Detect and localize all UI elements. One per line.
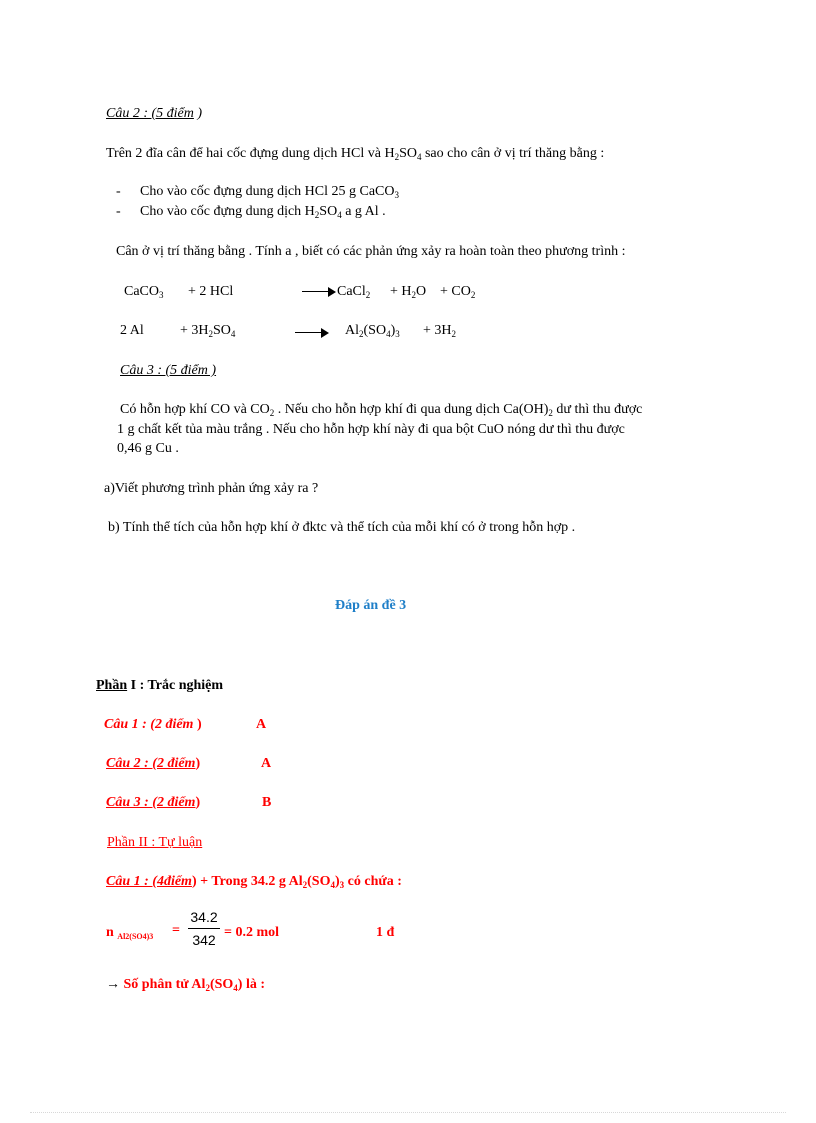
sub: 2 xyxy=(411,290,417,300)
formula: O xyxy=(416,284,427,299)
mc-label: Câu 1 : (2 điểm xyxy=(104,717,194,732)
essay-q1-text: ) + Trong 34.2 g Al xyxy=(191,874,303,889)
q3-text: . Nếu cho hỗn hợp khí đi qua dung dịch Ca(OH) xyxy=(274,402,549,417)
sub: 4 xyxy=(386,329,391,339)
mc-close: ) xyxy=(196,717,202,732)
q3-heading: Câu 3 : (5 điểm ) xyxy=(120,363,217,378)
sub: 2 xyxy=(548,408,553,418)
essay-q1-text: (SO xyxy=(307,874,331,889)
q3-part-a: a)Viết phương trình phản ứng xảy ra ? xyxy=(104,481,319,496)
score: 1 đ xyxy=(376,925,395,940)
eq2-product-2 xyxy=(423,322,456,340)
eq1-reactant-1 xyxy=(124,283,164,301)
mole-label xyxy=(106,924,153,942)
mc-label: Câu 2 : (2 điểm xyxy=(106,756,196,771)
sub: 4 xyxy=(337,210,342,220)
mole-fraction xyxy=(188,908,220,949)
formula: + 3H xyxy=(423,323,452,338)
formula: + H xyxy=(390,284,412,299)
right-arrow-icon: → xyxy=(106,977,120,992)
mc-answer-3 xyxy=(106,794,200,812)
eq1-product-3 xyxy=(440,283,475,301)
sub: 3 xyxy=(339,880,345,890)
sub: 2 xyxy=(451,329,457,339)
mc-close: ) xyxy=(195,756,201,771)
mc-close: ) xyxy=(195,795,201,810)
bullet-text: SO xyxy=(319,204,338,219)
q2-intro-text: Trên 2 đĩa cân để hai cốc đựng dung dịch HCl và H xyxy=(106,146,395,161)
formula: ) xyxy=(390,323,396,338)
sub: 2 xyxy=(302,880,308,890)
q2-heading xyxy=(106,105,202,123)
q3-text: dư thì thu được xyxy=(552,402,643,417)
sub: 3 xyxy=(395,329,400,339)
eq2-product-1 xyxy=(345,322,400,340)
q2-bullet-2-mark: - xyxy=(116,204,121,219)
fraction-denominator: 342 xyxy=(192,932,216,948)
mc-label: Câu 3 : (2 điểm xyxy=(106,795,196,810)
formula: CaCl xyxy=(337,284,366,299)
answer-title: Đáp án đề 3 xyxy=(335,598,407,613)
reaction-arrow-icon xyxy=(302,287,336,297)
formula: CaCO xyxy=(124,284,159,299)
eq2-reactant-2 xyxy=(180,322,235,340)
mc-answer-2 xyxy=(106,755,200,773)
q2-heading-label: Câu 2 : (5 điểm xyxy=(106,106,194,121)
part1-rest: I : Trắc nghiệm xyxy=(127,678,224,693)
q2-bullet-2 xyxy=(140,203,386,221)
fraction-numerator: 34.2 xyxy=(190,909,218,925)
fraction-bar xyxy=(188,928,220,929)
eq2-reactant-1: 2 Al xyxy=(120,323,144,338)
eq1-arrow xyxy=(302,283,336,301)
mole-result: = 0.2 mol xyxy=(224,925,280,940)
part1-label: Phần xyxy=(96,678,128,693)
part1-heading xyxy=(96,677,223,695)
part2-heading: Phần II : Tự luận xyxy=(107,835,203,850)
sub: 2 xyxy=(359,329,364,339)
mole-equals: = xyxy=(172,923,180,938)
q3-part-b: b) Tính thể tích của hỗn hợp khí ở đktc và thể tích của mỗi khí có ở trong hỗn hợp . xyxy=(108,520,576,535)
formula: Al xyxy=(345,323,359,338)
sub: 2 xyxy=(269,408,275,418)
q3-line-2: 1 g chất kết tủa màu trắng . Nếu cho hỗn hợp khí này đi qua bột CuO nóng dư thì thu được xyxy=(117,422,625,437)
eq1-reactant-2: + 2 HCl xyxy=(188,284,234,299)
sub: 2 xyxy=(394,152,400,162)
q2-intro xyxy=(106,145,604,163)
q2-heading-close: ) xyxy=(197,106,203,121)
q2-intro-mid: SO xyxy=(399,146,417,161)
sub: 4 xyxy=(230,329,236,339)
formula: (SO xyxy=(363,323,387,338)
eq1-product-1 xyxy=(337,283,370,301)
sub: 3 xyxy=(159,290,164,300)
sub: 2 xyxy=(314,210,320,220)
essay-q1-text: ) xyxy=(334,874,340,889)
sub: 3 xyxy=(394,190,400,200)
formula: + 3H xyxy=(180,323,209,338)
sub: Al2(SO4)3 xyxy=(117,932,154,941)
essay-q1-label: Câu 1 : (4điểm xyxy=(106,874,192,889)
essay-q1-text: có chứa : xyxy=(344,874,402,889)
q3-text: Có hỗn hợp khí CO và CO xyxy=(120,402,270,417)
sub: 2 xyxy=(365,290,371,300)
q2-condition: Cân ở vị trí thăng bằng . Tính a , biết có các phản ứng xảy ra hoàn toàn theo phương trình : xyxy=(116,244,626,259)
mc-answer-1-choice: A xyxy=(256,717,267,732)
bullet-text: a g Al . xyxy=(341,204,386,219)
sub: 4 xyxy=(416,152,422,162)
bullet-text: Cho vào cốc đựng dung dịch HCl 25 g CaCO xyxy=(140,184,395,199)
sub: 4 xyxy=(233,983,238,993)
q2-bullet-1 xyxy=(140,183,399,201)
molecules-text: ) là : xyxy=(237,977,265,992)
molecules-line xyxy=(106,976,265,994)
sub: 2 xyxy=(208,329,214,339)
formula: + CO xyxy=(440,284,471,299)
reaction-arrow-icon xyxy=(295,328,329,338)
molecules-text: (SO xyxy=(209,977,234,992)
q3-line-3: 0,46 g Cu . xyxy=(117,441,179,456)
sub: 4 xyxy=(330,880,335,890)
q2-bullet-1-mark: - xyxy=(116,184,121,199)
eq1-product-2 xyxy=(390,283,426,301)
mc-answer-2-choice: A xyxy=(261,756,272,771)
page-divider xyxy=(30,1112,786,1113)
mc-answer-3-choice: B xyxy=(262,795,272,810)
formula: SO xyxy=(213,323,231,338)
essay-q1 xyxy=(106,873,402,891)
q3-line-1 xyxy=(120,401,642,419)
molecules-text: Số phân tử Al xyxy=(120,977,206,992)
eq2-arrow xyxy=(295,324,329,342)
mole-symbol: n xyxy=(106,925,114,940)
q2-intro-after: sao cho cân ở vị trí thăng bằng : xyxy=(421,146,605,161)
sub: 2 xyxy=(205,983,210,993)
sub: 2 xyxy=(470,290,476,300)
bullet-text: Cho vào cốc đựng dung dịch H xyxy=(140,204,315,219)
mc-answer-1 xyxy=(104,716,202,734)
